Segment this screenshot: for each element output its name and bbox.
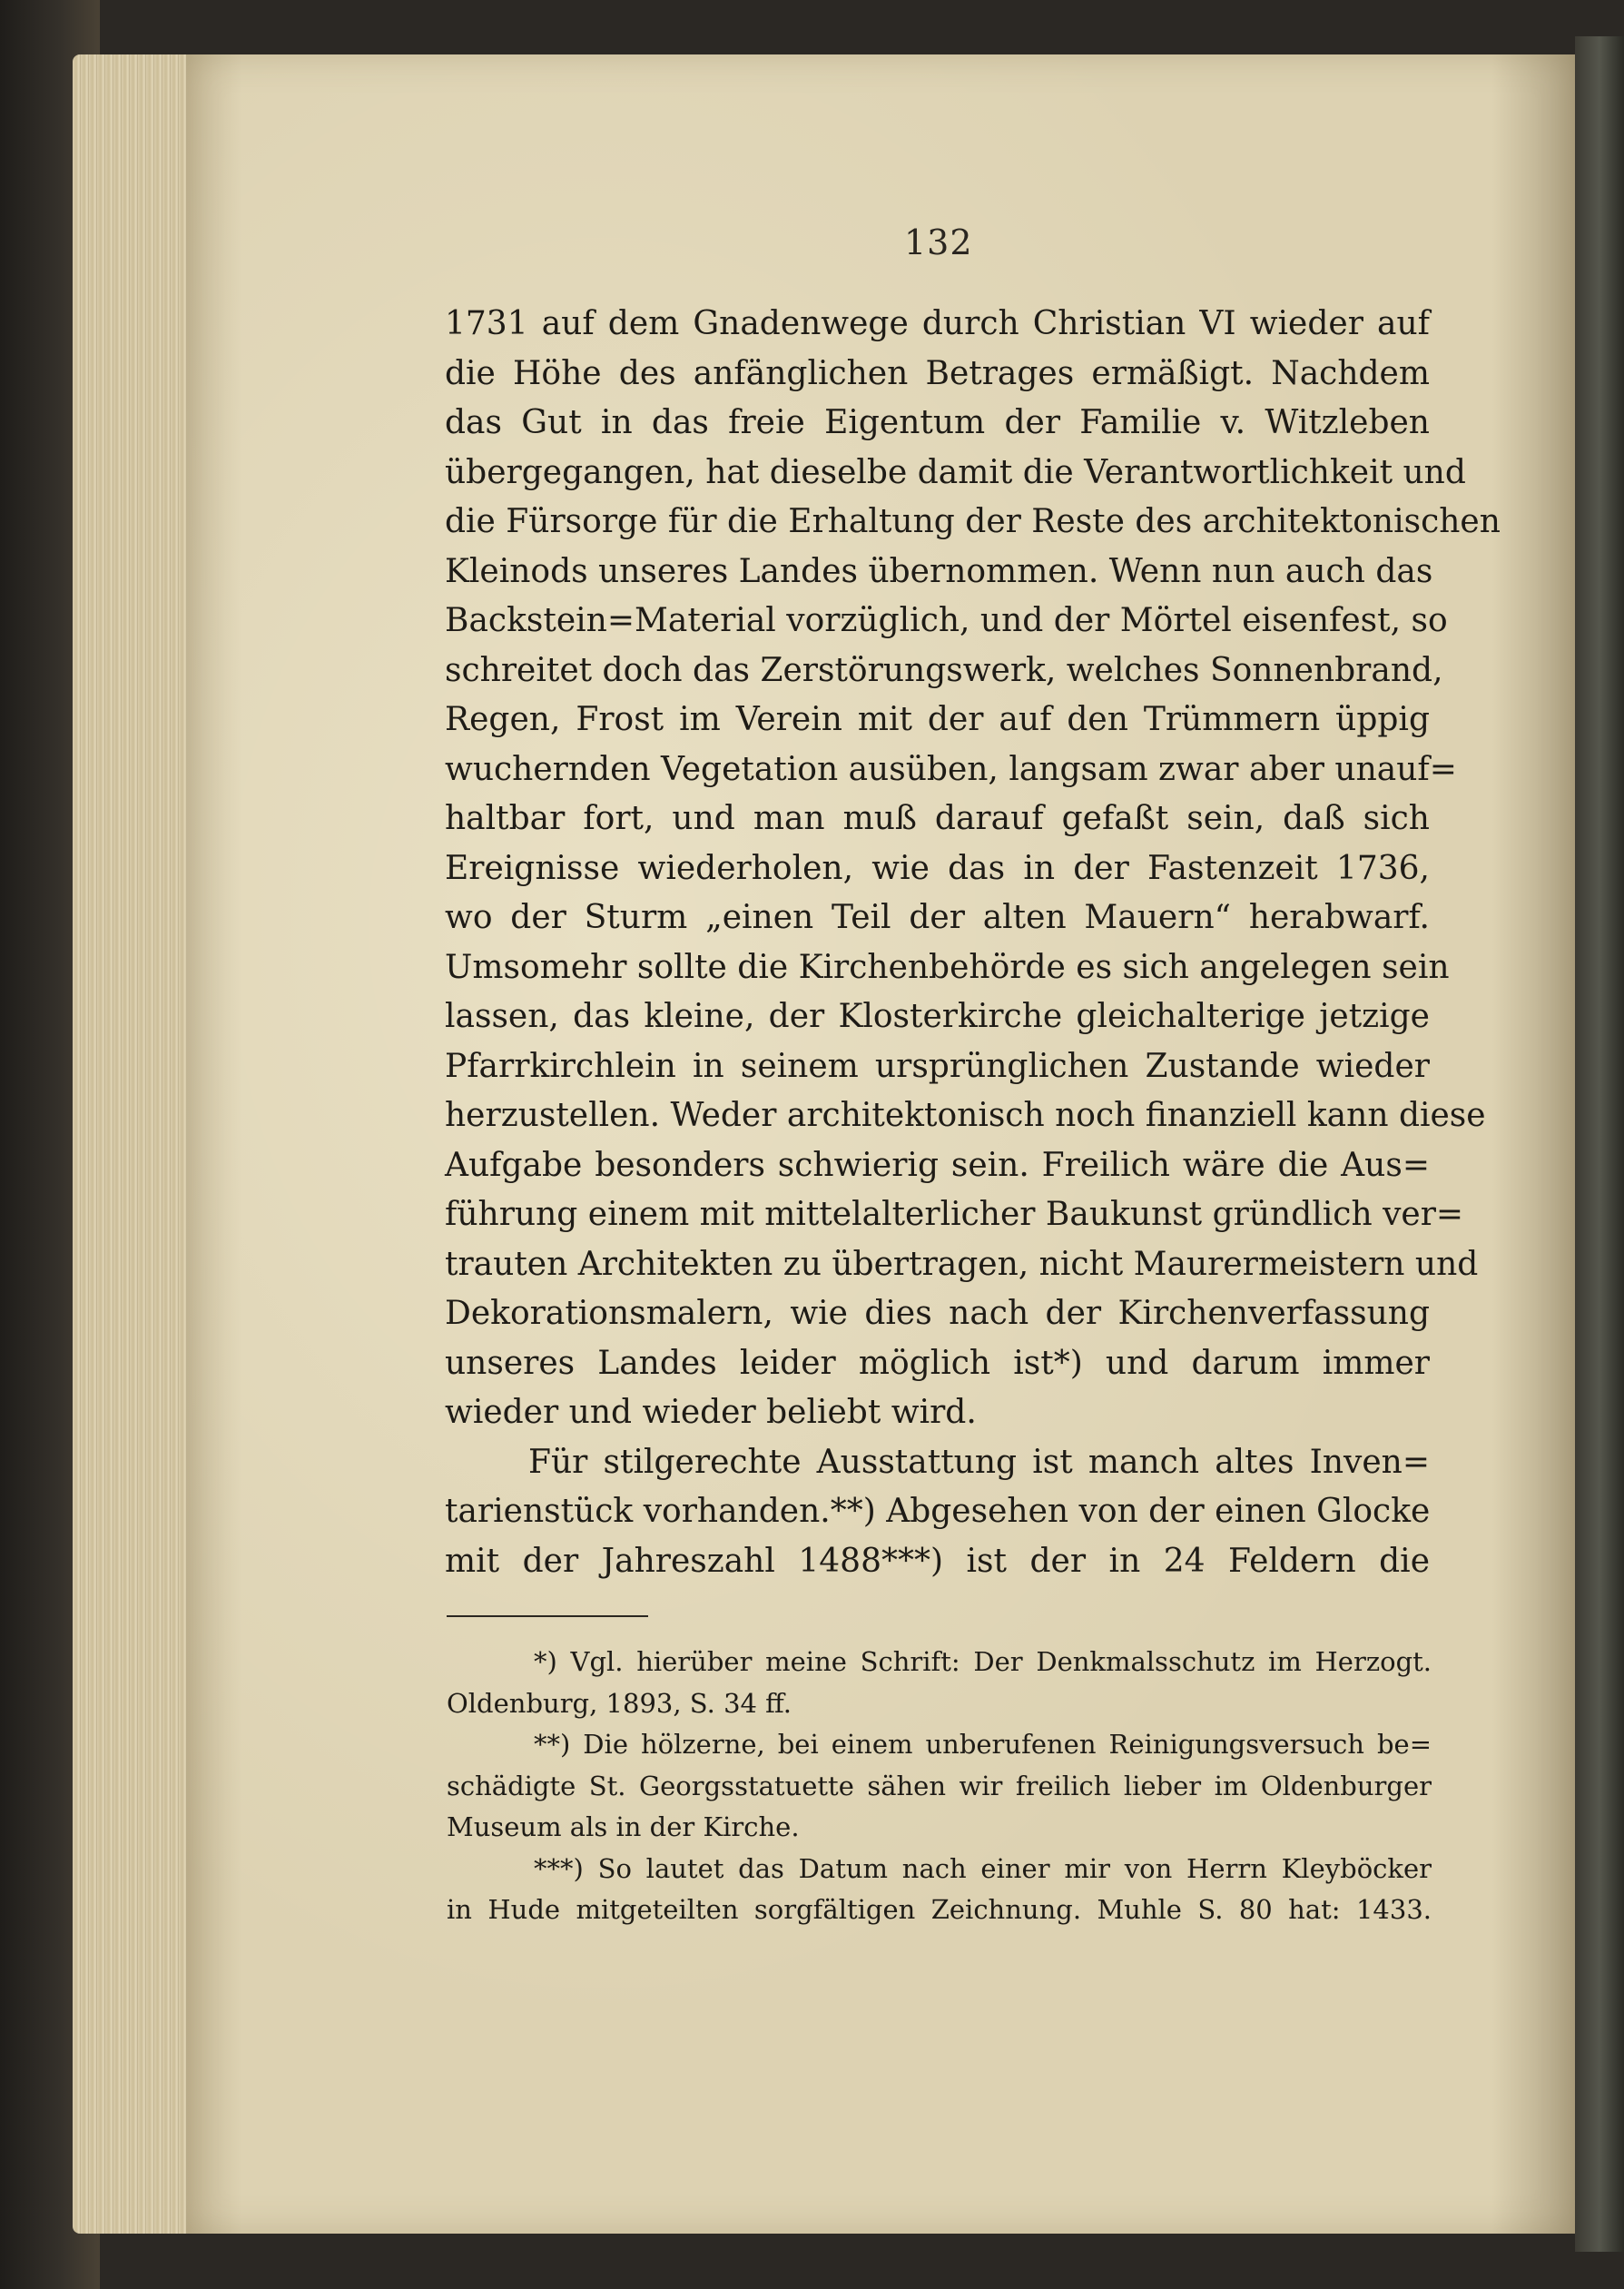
body-line: Regen, Frost im Verein mit der auf den Trümmern üppig	[445, 701, 1430, 738]
page-number: 132	[904, 222, 973, 262]
footnote-line: Oldenburg, 1893, S. 34 ff.	[447, 1687, 792, 1719]
footnote-line: *) Vgl. hierüber meine Schrift: Der Denkmalsschutz im Herzogt.	[534, 1646, 1432, 1677]
body-line: Kleinods unseres Landes übernommen. Wenn nun auch das	[445, 552, 1433, 590]
body-line: schreitet doch das Zerstörungswerk, welches Sonnenbrand,	[445, 651, 1443, 689]
body-line: Pfarrkirchlein in seinem ursprünglichen Zustande wieder	[445, 1047, 1430, 1085]
body-line: übergegangen, hat dieselbe damit die Verantwortlichkeit und	[445, 453, 1466, 491]
footnote-line: **) Die hölzerne, bei einem unberufenen Reinigungsversuch be=	[534, 1729, 1432, 1760]
body-line: unseres Landes leider möglich ist*) und darum immer	[445, 1344, 1430, 1382]
footnotes	[447, 1642, 1432, 1931]
body-line: 1731 auf dem Gnadenwege durch Christian VI wieder auf	[445, 305, 1430, 342]
footnote-line: Museum als in der Kirche.	[447, 1811, 800, 1842]
body-line: haltbar fort, und man muß darauf gefaßt sein, daß sich	[445, 800, 1430, 837]
body-line: herzustellen. Weder architektonisch noch finanziell kann diese	[445, 1097, 1486, 1134]
page-edges	[73, 54, 200, 2234]
body-line: Für stilgerechte Ausstattung ist manch altes Inven=	[528, 1443, 1430, 1481]
footnote-rule	[447, 1615, 648, 1617]
body-line: wuchernden Vegetation ausüben, langsam zwar aber unauf=	[445, 750, 1457, 788]
body-line: die Fürsorge für die Erhaltung der Reste des architektonischen	[445, 503, 1501, 540]
body-line: Backstein=Material vorzüglich, und der Mörtel eisenfest, so	[445, 602, 1448, 639]
footnote-line: ***) So lautet das Datum nach einer mir von Herrn Kleyböcker	[534, 1852, 1432, 1884]
body-line: Umsomehr sollte die Kirchenbehörde es sich angelegen sein	[445, 948, 1450, 986]
body-line: das Gut in das freie Eigentum der Familie v. Witzleben	[445, 404, 1430, 441]
body-line: trauten Architekten zu übertragen, nicht Maurermeistern und	[445, 1245, 1479, 1283]
body-line: mit der Jahreszahl 1488***) ist der in 24 Feldern die	[445, 1542, 1430, 1580]
right-page-edge	[1575, 36, 1624, 2252]
body-line: Aufgabe besonders schwierig sein. Freilich wäre die Aus=	[445, 1146, 1430, 1184]
body-line: Ereignisse wiederholen, wie das in der Fastenzeit 1736,	[445, 849, 1430, 887]
body-text	[445, 300, 1501, 1586]
body-line: wieder und wieder beliebt wird.	[445, 1394, 977, 1431]
footnote-line: in Hude mitgeteilten sorgfältigen Zeichnung. Muhle S. 80 hat: 1433.	[447, 1894, 1432, 1925]
body-line: führung einem mit mittelalterlicher Baukunst gründlich ver=	[445, 1196, 1464, 1233]
body-line: die Höhe des anfänglichen Betrages ermäßigt. Nachdem	[445, 354, 1430, 392]
body-line: Dekorationsmalern, wie dies nach der Kirchenverfassung	[445, 1295, 1430, 1332]
body-line: wo der Sturm „einen Teil der alten Mauern“ herabwarf.	[445, 899, 1430, 936]
body-line: tarienstück vorhanden.**) Abgesehen von der einen Glocke	[445, 1493, 1431, 1530]
footnote-line: schädigte St. Georgsstatuette sähen wir freilich lieber im Oldenburger	[447, 1770, 1432, 1801]
body-line: lassen, das kleine, der Klosterkirche gleichalterige jetzige	[445, 998, 1430, 1035]
